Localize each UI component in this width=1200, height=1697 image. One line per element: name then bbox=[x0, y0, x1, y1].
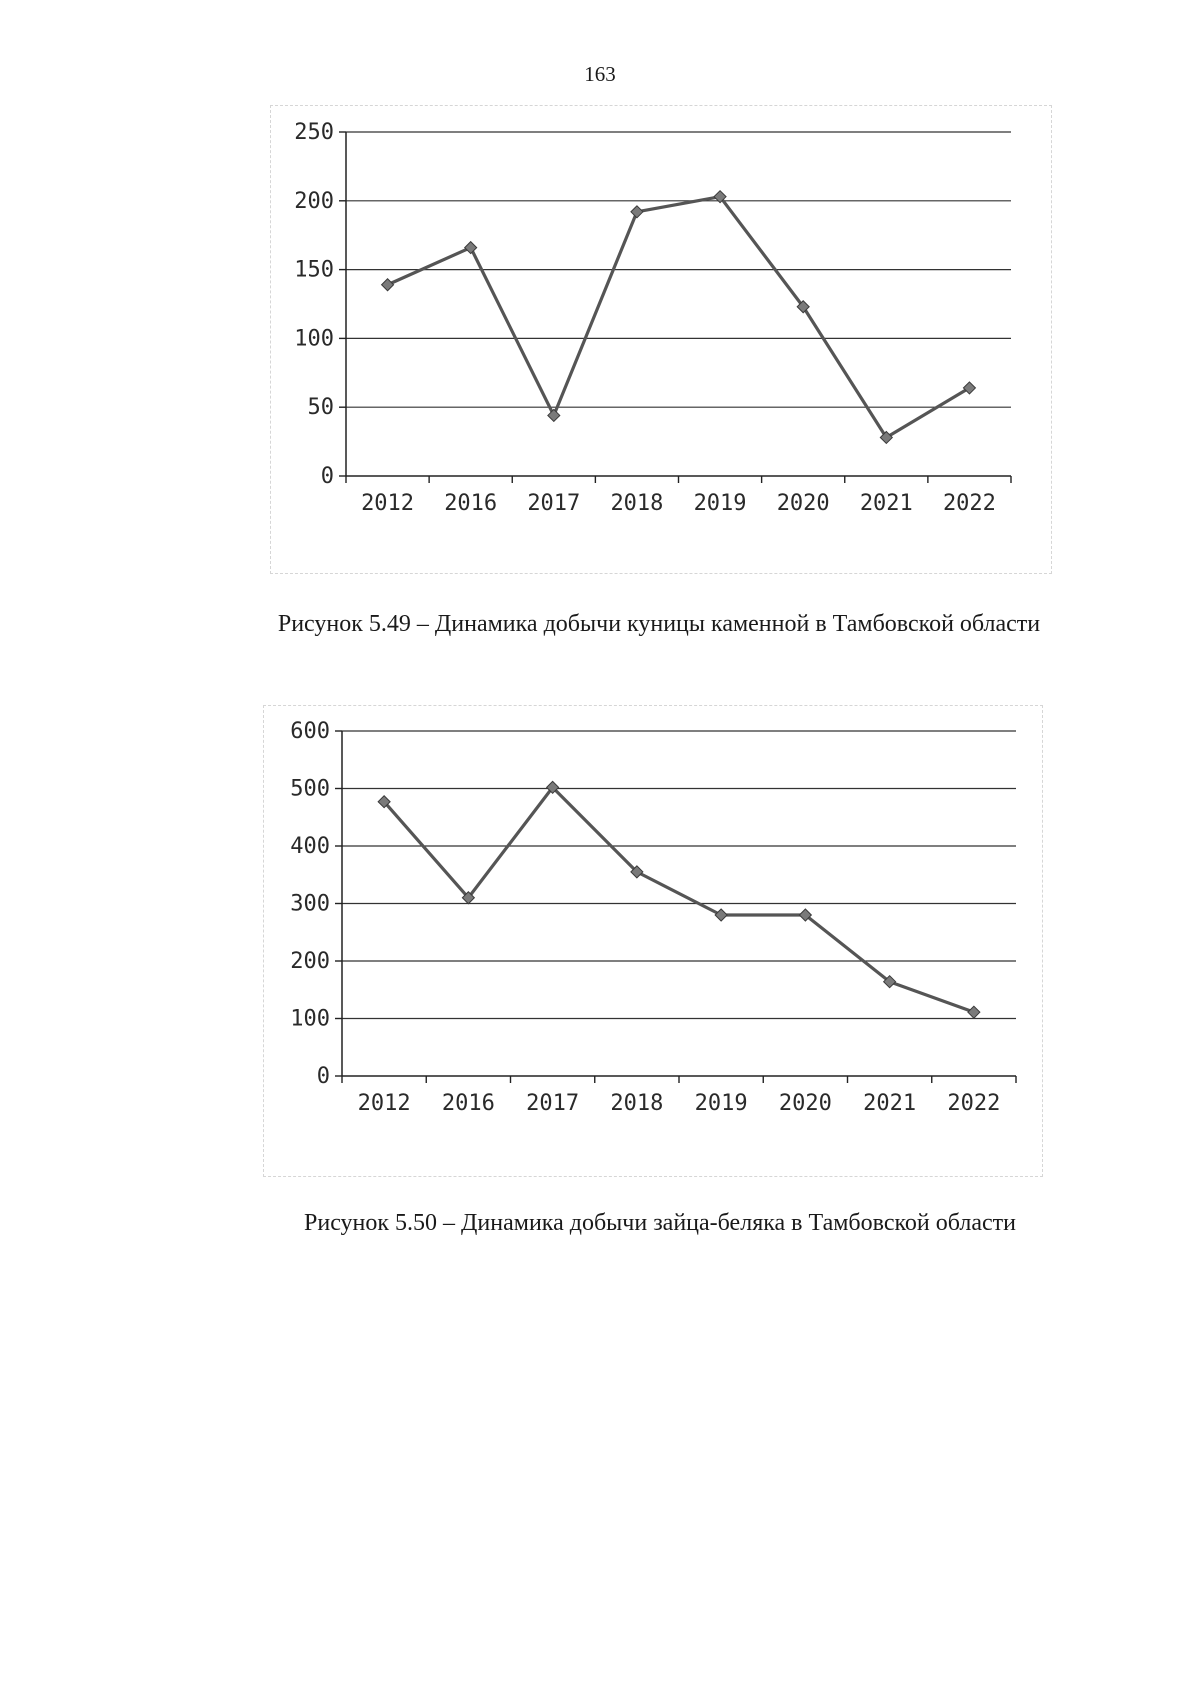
x-tick-label: 2016 bbox=[441, 1091, 495, 1116]
y-tick-label: 250 bbox=[294, 120, 334, 145]
y-tick-label: 50 bbox=[307, 395, 334, 421]
chart-marten-harvest bbox=[270, 105, 1052, 574]
x-tick-label: 2019 bbox=[693, 491, 747, 516]
x-tick-label: 2017 bbox=[526, 1091, 580, 1116]
data-point bbox=[465, 242, 477, 254]
figure-caption: Рисунок 5.49 – Динамика добычи куницы каменной в Тамбовской области bbox=[277, 611, 1041, 637]
x-tick-label: 2021 bbox=[859, 491, 913, 516]
x-tick-label: 2019 bbox=[694, 1091, 748, 1116]
data-point bbox=[631, 206, 643, 218]
y-tick-label: 200 bbox=[290, 949, 330, 974]
chart-svg bbox=[271, 106, 1051, 573]
y-tick-label: 150 bbox=[294, 257, 334, 283]
x-tick-label: 2022 bbox=[942, 491, 996, 516]
data-point bbox=[382, 279, 394, 291]
x-tick-label: 2012 bbox=[357, 1091, 411, 1116]
x-tick-label: 2016 bbox=[444, 491, 498, 516]
x-tick-label: 2012 bbox=[361, 491, 415, 516]
y-tick-label: 100 bbox=[290, 1006, 330, 1032]
y-tick-label: 0 bbox=[320, 464, 334, 489]
page-number: 163 bbox=[584, 62, 616, 86]
figure-caption: Рисунок 5.50 – Динамика добычи зайца-беляка в Тамбовской области bbox=[304, 1210, 1016, 1236]
x-tick-label: 2022 bbox=[947, 1091, 1001, 1116]
y-tick-label: 600 bbox=[290, 719, 330, 744]
x-tick-label: 2017 bbox=[527, 491, 581, 516]
x-tick-label: 2020 bbox=[778, 1091, 832, 1116]
x-tick-label: 2018 bbox=[610, 1091, 664, 1116]
y-tick-label: 300 bbox=[290, 891, 330, 917]
y-tick-label: 400 bbox=[290, 834, 330, 859]
chart-svg bbox=[264, 706, 1042, 1176]
y-tick-label: 500 bbox=[290, 776, 330, 802]
x-tick-label: 2020 bbox=[776, 491, 830, 516]
y-tick-label: 200 bbox=[294, 188, 334, 214]
x-tick-label: 2021 bbox=[863, 1091, 917, 1116]
y-tick-label: 0 bbox=[316, 1064, 330, 1089]
data-point bbox=[715, 909, 727, 921]
x-tick-label: 2018 bbox=[610, 491, 664, 516]
chart-hare-harvest bbox=[263, 705, 1043, 1177]
data-point bbox=[968, 1006, 980, 1018]
data-point bbox=[548, 409, 560, 421]
y-tick-label: 100 bbox=[294, 326, 334, 352]
series-line bbox=[388, 197, 970, 438]
